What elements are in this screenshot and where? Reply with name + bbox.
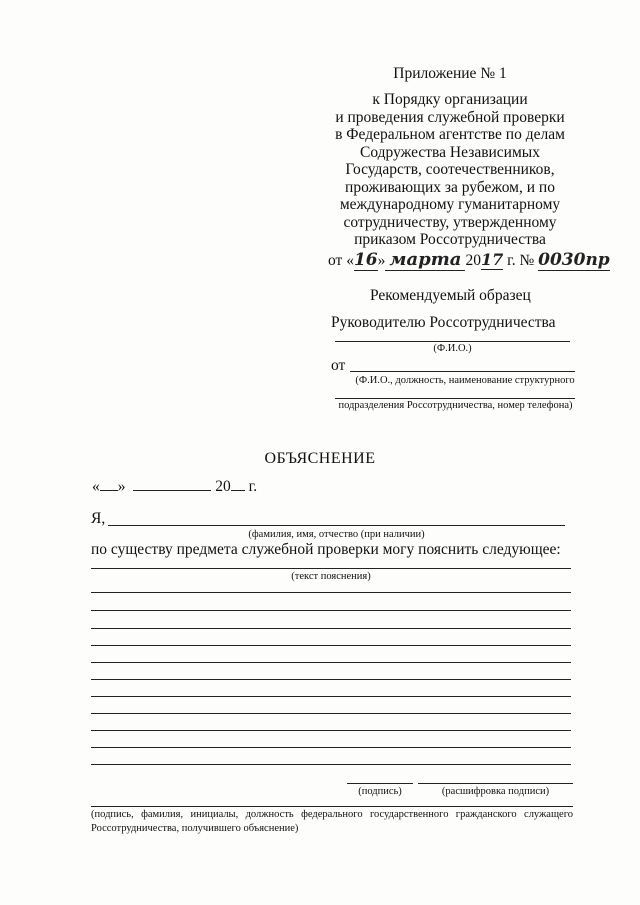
date-day-handwritten: 16 — [353, 250, 378, 270]
header-line-8: сотрудничеству, утвержденному — [343, 213, 557, 231]
appendix-number: Приложение № 1 — [393, 65, 507, 82]
text-line-2 — [91, 592, 571, 593]
from-line — [350, 371, 575, 372]
signature-decode-caption: (расшифровка подписи) — [441, 786, 550, 797]
addressee-fio-line — [335, 341, 570, 342]
text-line-3 — [91, 610, 571, 611]
date-day-blank — [100, 490, 118, 491]
date-year-handwritten: 17 — [480, 250, 504, 269]
text-line-1 — [91, 568, 571, 569]
text-line-10 — [91, 730, 571, 731]
from-caption-2: подразделения Россотрудничества, номер телефона) — [338, 400, 573, 411]
date-open-quote: « — [92, 478, 100, 495]
order-date-line — [328, 249, 618, 271]
text-line-7 — [91, 679, 571, 680]
header-line-1: к Порядку организации — [372, 91, 528, 108]
date-year-blank — [231, 490, 245, 491]
text-line-5 — [91, 645, 571, 646]
text-line-6 — [91, 662, 571, 663]
statement-text: по существу предмета служебной проверки могу пояснить следующее: — [91, 541, 561, 558]
signature-line — [347, 783, 413, 784]
header-line-2: и проведения служебной проверки — [335, 108, 565, 126]
footer-caption-2: Россотрудничества, получившего объяснение) — [91, 823, 299, 834]
order-number-handwritten: 0030пр — [538, 250, 610, 270]
text-line-9 — [91, 713, 571, 714]
explanation-date — [92, 478, 257, 496]
signature-decode-line — [418, 783, 573, 784]
date-year-suffix: г. — [248, 478, 258, 495]
document-title: ОБЪЯСНЕНИЕ — [264, 450, 376, 467]
text-line-8 — [91, 696, 571, 697]
date-month-blank — [133, 490, 211, 491]
date-prefix: от « — [328, 252, 354, 269]
date-close-quote: » — [117, 478, 126, 495]
header-line-7: международному гуманитарному — [339, 196, 561, 213]
text-line-4 — [91, 628, 571, 629]
footer-caption-1: (подпись, фамилия, инициалы, должность федерального государственного гражданского служащего — [91, 809, 573, 820]
from-caption: (Ф.И.О., должность, наименование структурного — [355, 375, 575, 386]
addressee-fio-caption: (Ф.И.О.) — [433, 343, 472, 354]
person-caption: (фамилия, имя, отчество (при наличии) — [248, 529, 425, 540]
person-label: Я, — [91, 510, 106, 527]
header-line-9: приказом Россотрудничества — [354, 231, 546, 248]
header-line-4: Содружества Независимых — [360, 143, 540, 161]
person-line — [108, 525, 565, 526]
date-year: 20 — [215, 478, 231, 495]
addressee-to: Руководителю Россотрудничества — [331, 314, 556, 331]
from-label: от — [331, 357, 346, 374]
header-line-5: Государств, соотечественников, — [345, 161, 555, 178]
signature-caption: (подпись) — [358, 786, 402, 797]
date-year-prefix: 20 — [465, 252, 481, 269]
from-line-2 — [335, 398, 575, 399]
header-line-3: в Федеральном агентстве по делам — [335, 126, 565, 143]
footer-line — [91, 806, 573, 807]
header-line-6: проживающих за рубежом, и по — [345, 178, 555, 196]
date-suffix: г. № — [507, 252, 535, 269]
text-line-11 — [91, 747, 571, 748]
date-month-handwritten: марта — [385, 249, 465, 271]
sample-label: Рекомендуемый образец — [370, 287, 531, 304]
text-line-12 — [91, 764, 571, 765]
text-caption: (текст пояснения) — [291, 571, 371, 582]
date-mid: » — [377, 252, 386, 269]
